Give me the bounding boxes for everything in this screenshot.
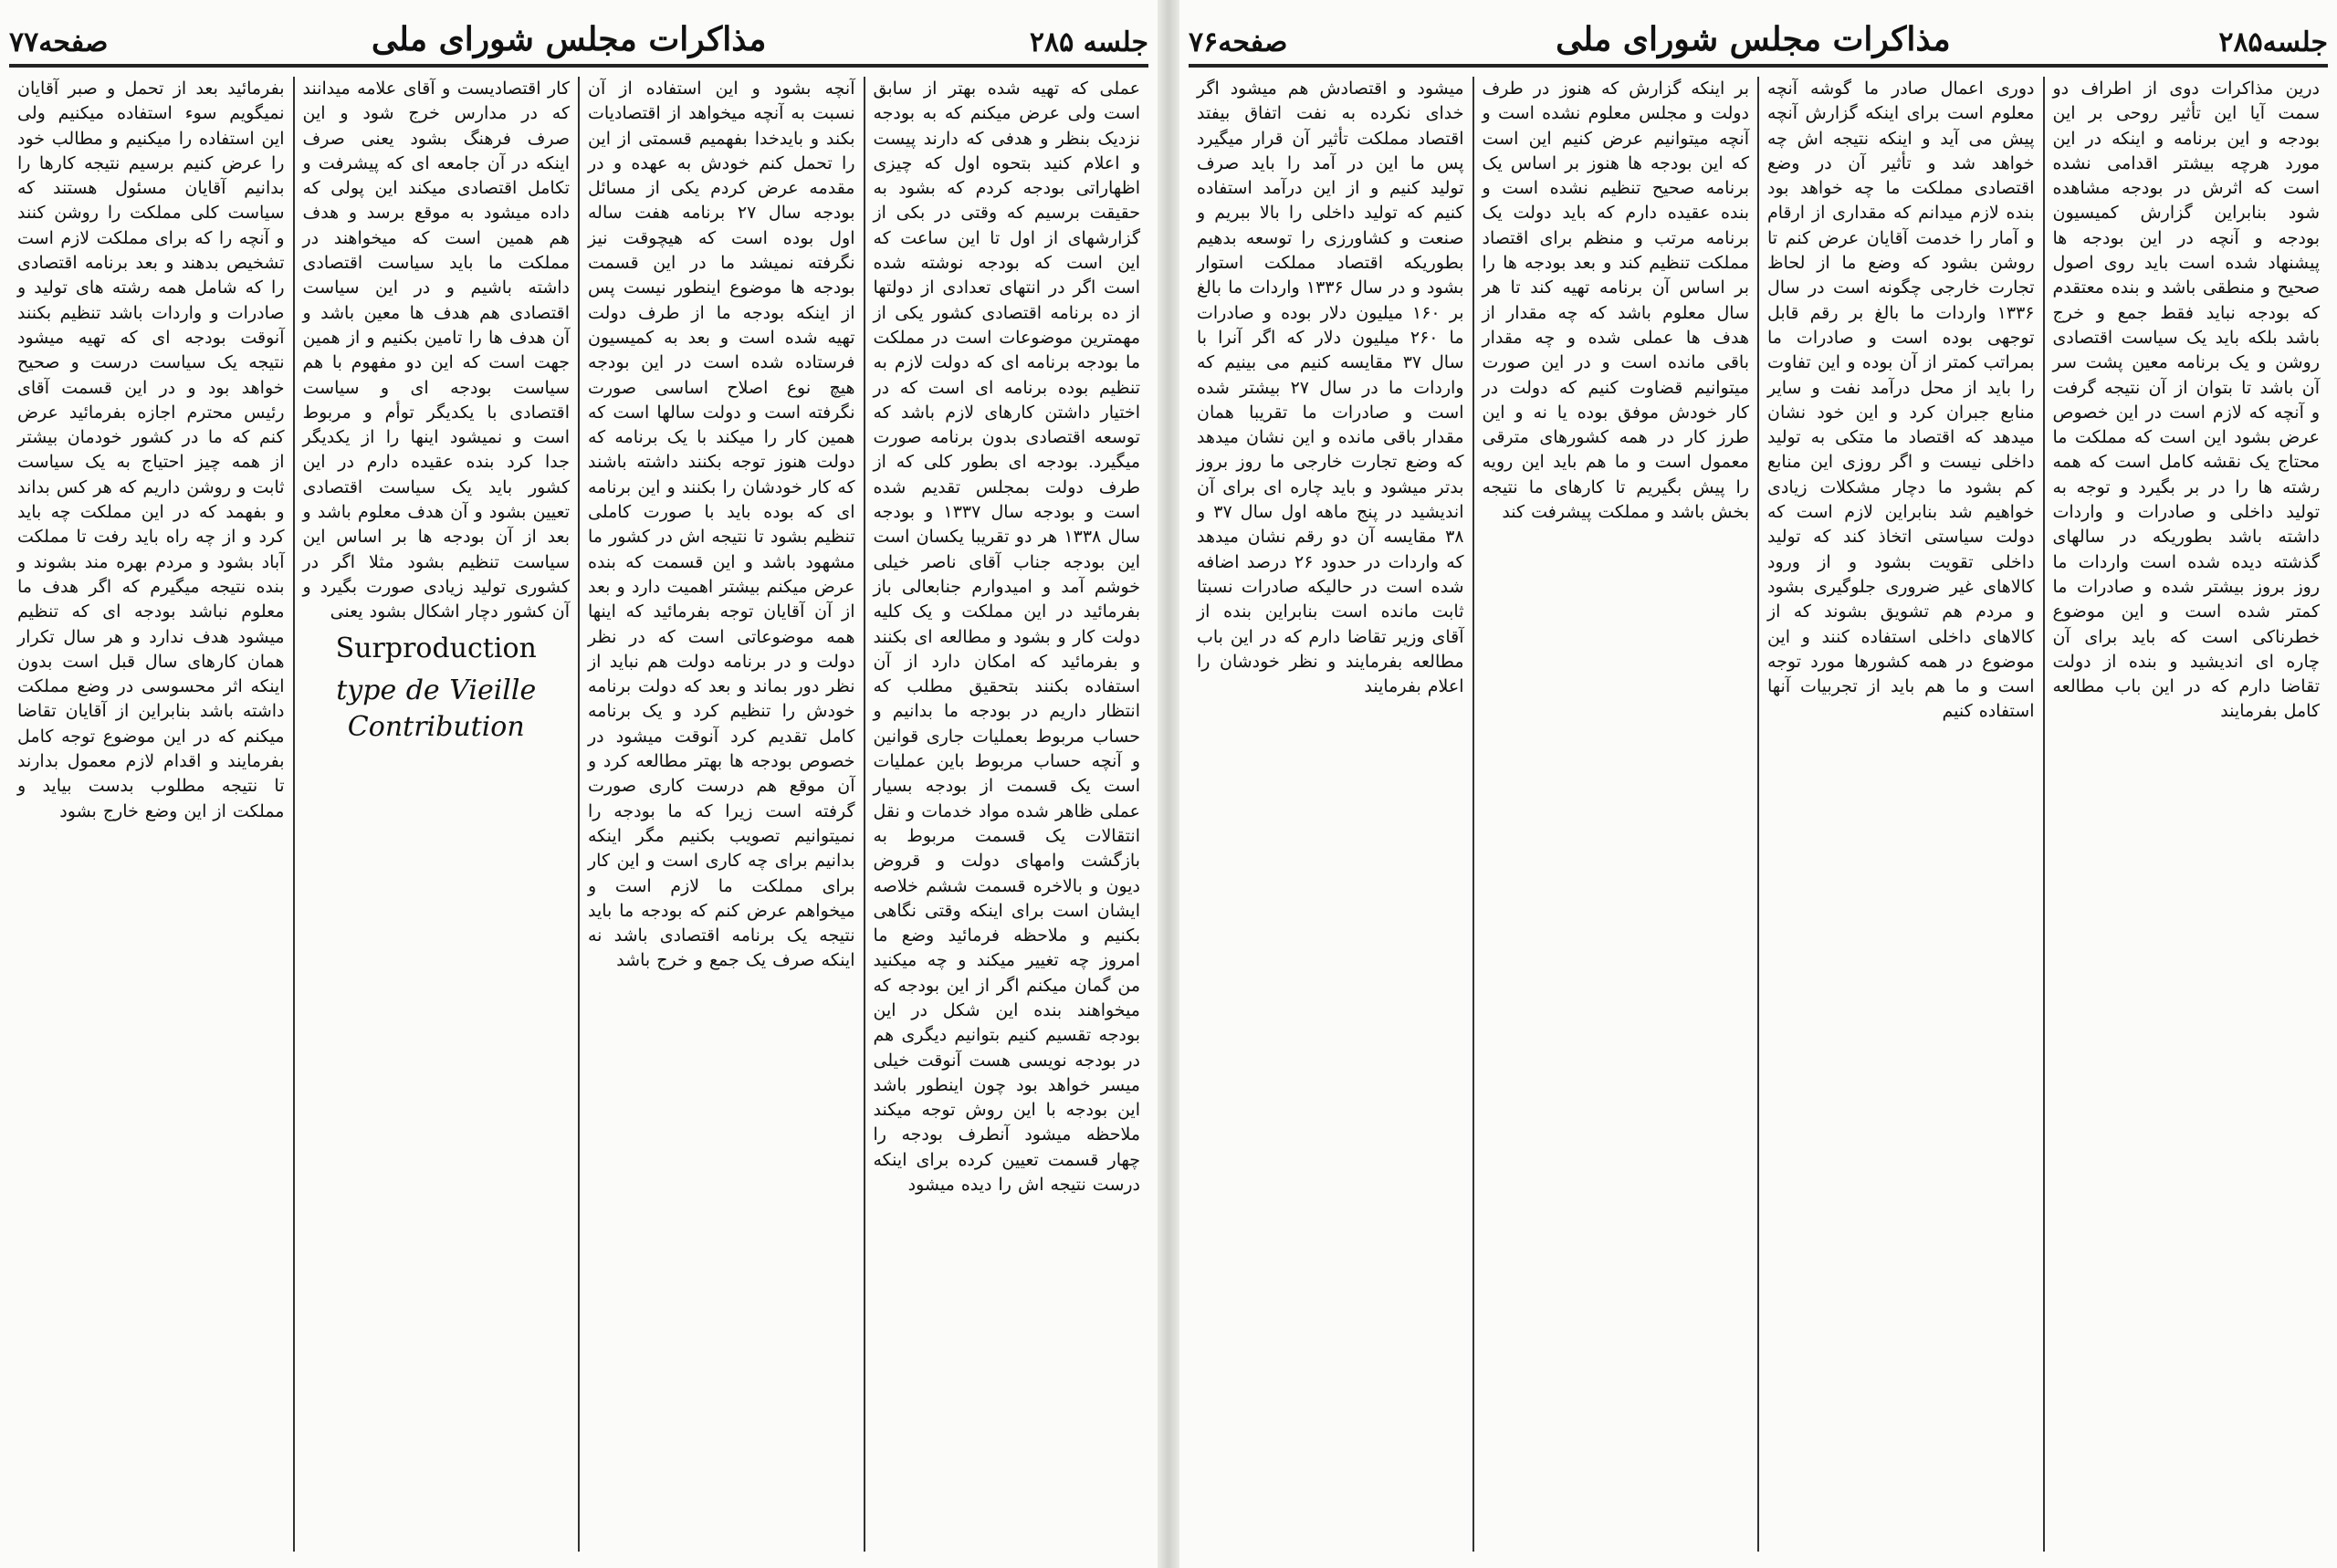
left-page-number: صفحه۷۷ bbox=[9, 26, 109, 58]
left-column-1 bbox=[865, 77, 1149, 1552]
left-session-number: جلسه ۲۸۵ bbox=[1029, 26, 1148, 58]
right-page-title: مذاکرات مجلس شورای ملی bbox=[1556, 20, 1951, 58]
left-column-1-text: عملی که تهیه شده بهتر از سابق است ولی عرض میکنم که به بودجه نزدیک بنظر و هدفی که دارند پیست و اعلام کنید بتحوه اول که چیزی اظهاراتی بودجه کردم که بشود به حقیقت برسیم که وقتی در بکی از گزارشهای از اول تا این ساعت که این است که بودجه نوشته شده است اگر در انتهای تعدادی از دولتها از ده برنامه اقتصادی کشور یکی از مهمترین موضوعات است در مملکت ما بودجه برنامه ای که دولت لازم به تنظیم بوده برنامه ای است که در اختیار داشتن کارهای لازم باشد که توسعه اقتصادی بدون برنامه صورت میگیرد. بودجه ای بطور کلی که از طرف دولت بمجلس تقدیم شده است و بودجه سال ۱۳۳۷ و بودجه سال ۱۳۳۸ هر دو تقریبا یکسان است این بودجه جناب آقای ناصر خیلی خوشم آمد و امیدوارم جنابعالی باز بفرمائید در این مملکت و یک کلیه دولت کار و بشود و مطالعه ای بکنند و بفرمائید که امکان دارد از آن استفاده بکنند بتحقیق مطلب که انتظار داریم در بودجه ما بدانیم و حساب مربوط بعملیات جاری قوانین و آنچه حساب مربوط باین عملیات است یک قسمت از بودجه بسیار عملی ظاهر شده مواد خدمات و نقل انتقالات یک قسمت مربوط به بازگشت وامهای دولت و قروض دیون و بالاخره قسمت ششم خلاصه ایشان است برای اینکه وقتی نگاهی بکنیم و ملاحظه فرمائید وضع ما امروز چه تغییر میکند و چه میکنید من گمان میکنم اگر از این بودجه که میخواهند بنده این شکل در این بودجه تقسیم کنیم بتوانیم دیگری هم در بودجه نویسی هست آنوقت خیلی میسر خواهد بود چون اینطور باشد این بودجه با این روش توجه میکند ملاحظه میشود آنطرف بودجه را چهار قسمت تعیین کرده برای اینکه درست نتیجه اش را دیده میشود bbox=[873, 78, 1140, 1196]
left-column-4-text: بفرمائید بعد از تحمل و صبر آقایان نمیگویم سوء استفاده میکنیم ولی این استفاده را میکنیم و مطالب خود را عرض کنیم برسیم نتیجه کارها را بدانیم آقایان مسئول هستند که سیاست کلی مملکت را روشن کنند و آنچه را که برای مملکت لازم است تشخیص بدهند و بعد برنامه اقتصادی را که شامل همه رشته های تولید و صادرات و واردات باشد تنظیم بکنند آنوقت بودجه ای که تهیه میشود نتیجه یک سیاست درست و صحیح خواهد بود و در این قسمت آقای رئیس محترم اجازه بفرمائید عرض کنم که ما در کشور خودمان بیشتر از همه چیز احتیاج به یک سیاست ثابت و روشن داریم که هر کس بداند و بفهمد که در این مملکت چه باید کرد و از چه راه باید رفت تا مملکت آباد بشود و مردم بهره مند بشوند و بنده نتیجه میگیرم که اگر هدف ما معلوم نباشد بودجه ای که تنظیم میشود هدف ندارد و هر سال تکرار همان کارهای سال قبل است بدون اینکه اثر محسوسی در وضع مملکت داشته باشد بنابراین از آقایان تقاضا میکنم که در این موضوع توجه کامل بفرمایند و اقدام لازم معمول بدارند تا نتیجه مطلوب بدست بیاید و مملکت از این وضع خارج بشود bbox=[17, 78, 285, 821]
book-gutter bbox=[1158, 0, 1179, 1568]
latin-term-vieille-contribution: type de Vieille Contribution bbox=[336, 674, 537, 743]
right-column-2 bbox=[1759, 77, 2045, 1552]
left-column-3-text: کار اقتصادیست و آقای علامه میدانند که در مدارس خرج شود و این صرف فرهنگ بشود یعنی صرف اینکه در آن جامعه ای که پیشرفت و تکامل اقتصادی میکند این پولی که داده میشود به موقع برسد و هدف هم همین است که میخواهند در مملکت ما باید سیاست اقتصادی داشته باشیم و در این سیاست اقتصادی هم هدف ها معین باشد و آن هدف ها را تامین بکنیم و از همین جهت است که این دو مفهوم با هم سیاست بودجه ای و سیاست اقتصادی با یکدیگر توأم و مربوط است و نمیشود اینها را از یکدیگر جدا کرد بنده عقیده دارم در این کشور باید یک سیاست اقتصادی تعیین بشود و آن هدف معلوم باشد و بعد از آن بودجه ها بر اساس این سیاست تنظیم بشود مثلا اگر در کشوری تولید زیادی صورت بگیرد و آن کشور دچار اشکال بشود یعنی bbox=[302, 78, 570, 622]
right-columns bbox=[1189, 77, 2328, 1552]
right-column-3-text: بر اینکه گزارش که هنوز در طرف دولت و مجلس معلوم نشده است و آنچه میتوانیم عرض کنیم این است که این بودجه ها هنوز بر اساس یک برنامه صحیح تنظیم نشده است و بنده عقیده دارم که باید دولت یک برنامه مرتب و منظم برای اقتصاد مملکت تنظیم کند و بعد بودجه ها را بر اساس آن برنامه تهیه کند تا هر سال معلوم باشد که چه مقدار از هدف ها عملی شده و چه مقدار باقی مانده است و در این صورت میتوانیم قضاوت کنیم که دولت در کار خودش موفق بوده یا نه و این طرز کار در همه کشورهای مترقی معمول است و ما هم باید این رویه را پیش بگیریم تا کارهای ما نتیجه بخش باشد و مملکت پیشرفت کند bbox=[1482, 78, 1749, 523]
latin-term-surproduction: Surproduction bbox=[335, 632, 537, 664]
right-page-header bbox=[1189, 18, 2328, 58]
right-column-1 bbox=[2045, 77, 2329, 1552]
left-column-4 bbox=[9, 77, 295, 1552]
right-header-rule bbox=[1189, 64, 2328, 68]
left-page bbox=[0, 0, 1158, 1568]
left-header-rule bbox=[9, 64, 1148, 68]
left-column-3 bbox=[295, 77, 581, 1552]
right-page bbox=[1179, 0, 2337, 1568]
left-column-2 bbox=[580, 77, 865, 1552]
left-columns bbox=[9, 77, 1148, 1552]
left-page-title: مذاکرات مجلس شورای ملی bbox=[371, 20, 767, 58]
left-page-header bbox=[9, 18, 1148, 58]
left-column-2-text: آنچه بشود و این استفاده از آن نسبت به آنچه میخواهد از اقتصادیات بکند و بایدخدا بفهمیم قسمتی از این را تحمل کنم خودش به عهده و در مقدمه عرض کردم یکی از مسائل بودجه سال ۲۷ برنامه هفت ساله اول بوده است که هیچوقت نیز نگرفته نمیشد ما در این قسمت بودجه ها موضوع اینطور نیست پس از اینکه بودجه ما از طرف دولت تهیه شده است و بعد به کمیسیون فرستاده شده است در این بودجه هیچ نوع اصلاح اساسی صورت نگرفته است و دولت سالها است که همین کار را میکند با یک برنامه که دولت هنوز توجه بکنند داشته باشند که کار خودشان را بکنند و این برنامه ای که بوده باید با صورت کاملی تنظیم بشود تا نتیجه اش در کشور ما مشهود باشد و این قسمت که بنده عرض میکنم بیشتر اهمیت دارد و بعد از آن آقایان توجه بفرمائید که اینها همه موضوعاتی است که در نظر دولت و در برنامه دولت هم نباید از نظر دور بماند و بعد که دولت برنامه خودش را تنظیم کرد و یک برنامه کامل تقدیم کرد آنوقت میشود در خصوص بودجه ها بهتر مطالعه کرد و آن موقع هم درست کاری صورت گرفته است زیرا که ما بودجه را نمیتوانیم تصویب بکنیم مگر اینکه بدانیم برای چه کاری است و این کار برای مملکت ما لازم است و میخواهم عرض کنم که بودجه ما باید نتیجه یک برنامه اقتصادی باشد نه اینکه صرف یک جمع و خرج باشد bbox=[588, 78, 855, 971]
right-column-1-text: درین مذاکرات دوی از اطراف دو سمت آیا این تأثیر روحی بر این بودجه و این برنامه و اینکه در این مورد هرچه بیشتر اقدامی نشده است که اثرش در بودجه مشاهده شود بنابراین گزارش کمیسیون بودجه و آنچه در این بودجه ها پیشنهاد شده است باید روی اصول صحیح و منطقی باشد و بنده معتقدم که بودجه نباید فقط جمع و خرج باشد بلکه باید یک سیاست اقتصادی روشن و یک برنامه معین پشت سر آن باشد تا بتوان از آن نتیجه گرفت و آنچه که لازم است در این خصوص عرض بشود این است که مملکت ما محتاج یک نقشه کامل است که همه رشته ها را در بر بگیرد و توجه به تولید داخلی و صادرات و واردات داشته باشد بطوریکه در سالهای گذشته دیده شده است واردات ما روز بروز بیشتر شده و صادرات ما کمتر شده است و این موضوع خطرناکی است که باید برای آن چاره ای اندیشید و بنده از دولت تقاضا دارم که در این باب مطالعه کامل بفرمایند bbox=[2052, 78, 2320, 722]
right-column-3 bbox=[1474, 77, 1760, 1552]
right-column-4 bbox=[1189, 77, 1474, 1552]
right-column-4-text: میشود و اقتصادش هم میشود اگر خدای نکرده به نفت اتفاق بیفتد اقتصاد مملکت تأثیر آن قرار میگیرد پس ما این در آمد را باید صرف تولید کنیم و از این درآمد استفاده کنیم که تولید داخلی را بالا ببریم و صنعت و کشاورزی را توسعه بدهیم بطوریکه اقتصاد مملکت استوار بشود و در سال ۱۳۳۶ واردات ما بالغ بر ۱۶۰ میلیون دلار بوده و صادرات ما ۲۶۰ میلیون دلار که اگر آنرا با سال ۳۷ مقایسه کنیم می بینیم که واردات ما در سال ۲۷ بیشتر شده است و صادرات ما تقریبا همان مقدار باقی مانده و این نشان میدهد که وضع تجارت خارجی ما روز بروز بدتر میشود و باید چاره ای برای آن اندیشید در پنج ماهه اول سال ۳۷ و ۳۸ مقایسه آن دو رقم نشان میدهد که واردات در حدود ۲۶ درصد اضافه شده است در حالیکه صادرات نسبتا ثابت مانده است بنابراین بنده از آقای وزیر تقاضا دارم که در این باب مطالعه بفرمایند و نظر خودشان را اعلام بفرمایند bbox=[1197, 78, 1464, 697]
right-session-number: جلسه۲۸۵ bbox=[2218, 26, 2328, 58]
right-page-number: صفحه۷۶ bbox=[1189, 26, 1288, 58]
right-column-2-text: دوری اعمال صادر ما گوشه آنچه معلوم است برای اینکه گزارش آنچه پیش می آید و اینکه نتیجه اش چه خواهد شد و تأثیر آن در وضع اقتصادی مملکت ما چه خواهد بود بنده لازم میدانم که مقداری از ارقام و آمار را خدمت آقایان عرض کنم تا روشن بشود که وضع ما از لحاظ تجارت خارجی چگونه است در سال ۱۳۳۶ واردات ما بالغ بر رقم قابل توجهی بوده است و صادرات ما بمراتب کمتر از آن بوده و این تفاوت را باید از محل درآمد نفت و سایر منابع جبران کرد و این خود نشان میدهد که اقتصاد ما متکی به تولید داخلی نیست و اگر روزی این منابع کم بشود ما دچار مشکلات زیادی خواهیم شد بنابراین لازم است که دولت سیاستی اتخاذ کند که تولید داخلی تقویت بشود و از ورود کالاهای غیر ضروری جلوگیری بشود و مردم هم تشویق بشوند که از کالاهای داخلی استفاده کنند و این موضوع در همه کشورها مورد توجه است و ما هم باید از تجربیات آنها استفاده کنیم bbox=[1767, 78, 2035, 722]
